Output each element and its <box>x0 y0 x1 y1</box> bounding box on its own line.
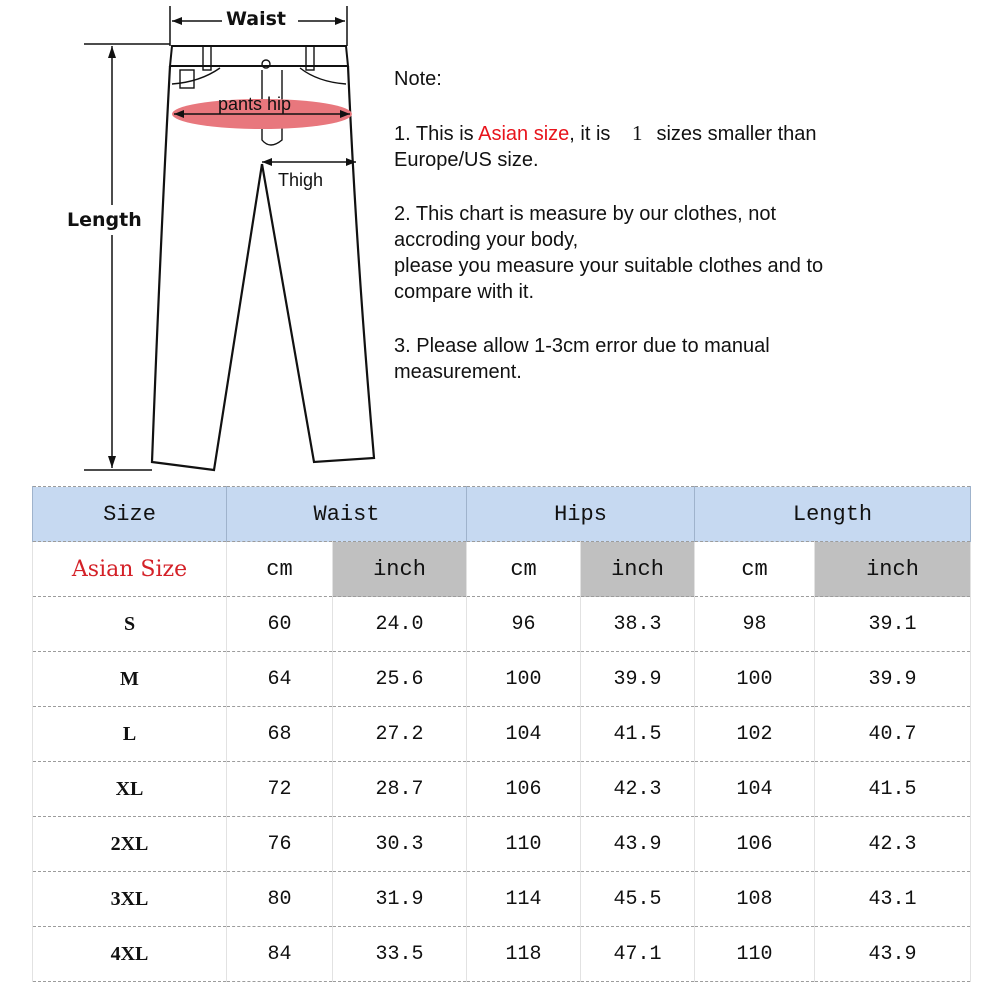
note-1-suffix: sizes smaller than <box>656 123 817 145</box>
length-inch-cell: 43.1 <box>815 872 971 927</box>
hips-cm-cell: 96 <box>467 597 581 652</box>
asian-size-highlight: Asian size <box>478 123 570 145</box>
table-header-row <box>33 487 971 542</box>
size-chart-table <box>32 486 971 982</box>
size-cell: 2XL <box>33 817 227 872</box>
length-inch-cell: 41.5 <box>815 762 971 817</box>
length-cm-cell: 100 <box>695 652 815 707</box>
length-label: Length <box>67 209 142 231</box>
waist-cm-cell: 68 <box>227 707 333 762</box>
length-cm-cell: 106 <box>695 817 815 872</box>
header-length: Length <box>695 487 971 542</box>
notes-panel <box>394 66 974 385</box>
waist-inch-cell: 25.6 <box>333 652 467 707</box>
size-cell: M <box>33 652 227 707</box>
note-1-prefix: 1. This is <box>394 123 479 145</box>
table-row <box>33 927 971 982</box>
size-cell: XL <box>33 762 227 817</box>
note-1-mid: , it is <box>569 123 616 145</box>
hips-inch-cell: 39.9 <box>581 652 695 707</box>
unit-hips-cm: cm <box>467 542 581 597</box>
size-cell: S <box>33 597 227 652</box>
waist-inch-cell: 24.0 <box>333 597 467 652</box>
waist-cm-cell: 84 <box>227 927 333 982</box>
hips-inch-cell: 47.1 <box>581 927 695 982</box>
hips-inch-cell: 43.9 <box>581 817 695 872</box>
note-2-line-4: compare with it. <box>394 281 535 303</box>
sizes-smaller-number: 1 <box>631 121 643 145</box>
length-cm-cell: 108 <box>695 872 815 927</box>
asian-size-label: Asian Size <box>33 542 227 597</box>
table-row <box>33 597 971 652</box>
table-row <box>33 817 971 872</box>
pants-measurement-diagram <box>0 0 390 480</box>
header-waist: Waist <box>227 487 467 542</box>
hips-cm-cell: 118 <box>467 927 581 982</box>
waist-cm-cell: 76 <box>227 817 333 872</box>
length-inch-cell: 39.1 <box>815 597 971 652</box>
size-cell: L <box>33 707 227 762</box>
note-2-line-1: 2. This chart is measure by our clothes, not <box>394 203 777 225</box>
hips-inch-cell: 42.3 <box>581 762 695 817</box>
unit-length-cm: cm <box>695 542 815 597</box>
unit-length-inch: inch <box>815 542 971 597</box>
hips-inch-cell: 45.5 <box>581 872 695 927</box>
pants-outline-icon <box>0 0 390 480</box>
hips-cm-cell: 104 <box>467 707 581 762</box>
hips-inch-cell: 41.5 <box>581 707 695 762</box>
thigh-label: Thigh <box>278 170 324 190</box>
table-row <box>33 707 971 762</box>
table-row <box>33 872 971 927</box>
length-cm-cell: 110 <box>695 927 815 982</box>
hips-cm-cell: 106 <box>467 762 581 817</box>
waist-cm-cell: 60 <box>227 597 333 652</box>
table-row <box>33 652 971 707</box>
hips-cm-cell: 100 <box>467 652 581 707</box>
waist-inch-cell: 31.9 <box>333 872 467 927</box>
waist-cm-cell: 80 <box>227 872 333 927</box>
length-inch-cell: 40.7 <box>815 707 971 762</box>
table-units-row <box>33 542 971 597</box>
notes-heading: Note: <box>394 68 442 90</box>
length-inch-cell: 39.9 <box>815 652 971 707</box>
length-cm-cell: 102 <box>695 707 815 762</box>
length-inch-cell: 42.3 <box>815 817 971 872</box>
waist-inch-cell: 28.7 <box>333 762 467 817</box>
waist-label: Waist <box>226 8 287 30</box>
note-1 <box>394 120 974 147</box>
note-2-line-2: accroding your body, <box>394 229 579 251</box>
length-cm-cell: 98 <box>695 597 815 652</box>
waist-inch-cell: 33.5 <box>333 927 467 982</box>
note-2-line-3: please you measure your suitable clothes and to <box>394 255 824 277</box>
waist-cm-cell: 64 <box>227 652 333 707</box>
header-hips: Hips <box>467 487 695 542</box>
size-cell: 3XL <box>33 872 227 927</box>
waist-inch-cell: 30.3 <box>333 817 467 872</box>
header-size: Size <box>33 487 227 542</box>
hips-cm-cell: 110 <box>467 817 581 872</box>
waist-cm-cell: 72 <box>227 762 333 817</box>
length-inch-cell: 43.9 <box>815 927 971 982</box>
hips-cm-cell: 114 <box>467 872 581 927</box>
unit-waist-cm: cm <box>227 542 333 597</box>
table-row <box>33 762 971 817</box>
unit-waist-inch: inch <box>333 542 467 597</box>
note-3-line-2: measurement. <box>394 361 522 383</box>
note-3-line-1: 3. Please allow 1-3cm error due to manual <box>394 335 770 357</box>
unit-hips-inch: inch <box>581 542 695 597</box>
hip-label: pants hip <box>218 94 292 114</box>
size-cell: 4XL <box>33 927 227 982</box>
note-1-line-2: Europe/US size. <box>394 149 539 171</box>
length-cm-cell: 104 <box>695 762 815 817</box>
waist-inch-cell: 27.2 <box>333 707 467 762</box>
hips-inch-cell: 38.3 <box>581 597 695 652</box>
